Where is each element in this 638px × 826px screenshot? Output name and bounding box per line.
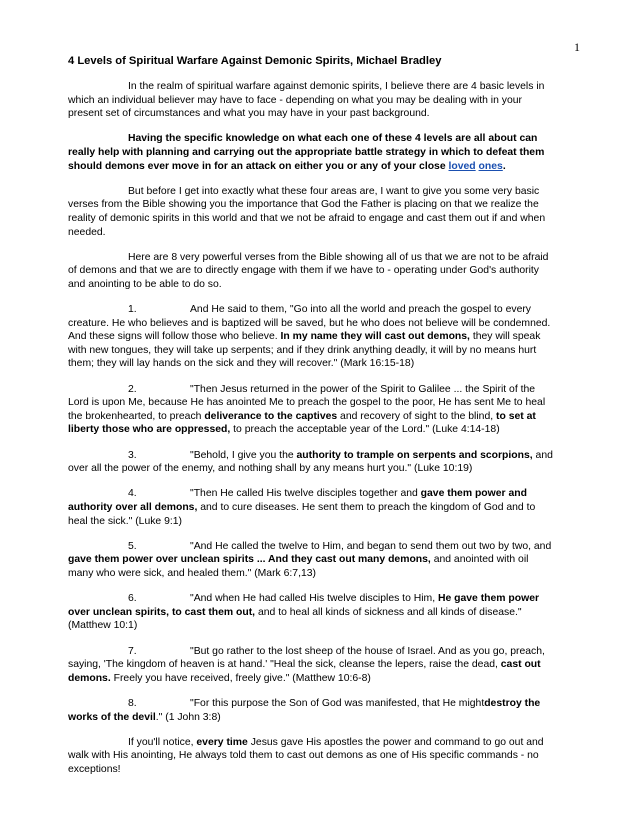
- intro-paragraph-3: But before I get into exactly what these four areas are, I want to give you some very basic verses from the Bible showing you the importance that God the Father is placing on that we realize the reality of demonic spirits in this world and that we not be afraid to engage and cast them out if and when needed.: [68, 185, 546, 238]
- intro-paragraph-1: In the realm of spiritual warfare against demonic spirits, I believe there are 4 basic levels in which an individual believer may have to face - depending on what you may be dealing with in your present set of circumstances and what you may have in your past background.: [68, 81, 545, 120]
- verse-item-7: 7. "But go rather to the lost sheep of the house of Israel. And as you go, preach, saying, 'The kingdom of heaven is at hand.' "Heal the sick, cleanse the lepers, raise the dead, cast out demons. Freely you have received, freely give." (Matthew 10:6-8): [68, 645, 545, 684]
- verse-item-8: 8. "For this purpose the Son of God was manifested, that He mightdestroy the works of the devil." (1 John 3:8): [68, 697, 541, 723]
- link-loved[interactable]: loved: [448, 160, 476, 172]
- page-number: 1: [574, 40, 580, 54]
- intro-paragraph-4: Here are 8 very powerful verses from the Bible showing all of us that we are not to be afraid of demons and that we are to directly engage with them if we have to - operating under God's authority and anointing to be able to do so.: [68, 251, 549, 290]
- intro-paragraph-2: Having the specific knowledge on what each one of these 4 levels are all about can really help with planning and carrying out the appropriate battle strategy in which to defeat them should demons ever move in for an attack on either you or any of your close loved ones.: [68, 133, 545, 172]
- verse-item-1: 1. And He said to them, "Go into all the world and preach the gospel to every creature. He who believes and is baptized will be saved, but he who does not believe will be condemned. And these signs will follow those who believe. In my name they will cast out demons, they will speak with new tongues, they will take up serpents; and if they drink anything deadly, it will by no means hurt them; they will lay hands on the sick and they will recover." (Mark 16:15-18): [68, 304, 551, 370]
- verse-item-6: 6. "And when He had called His twelve disciples to Him, He gave them power over unclean spirits, to cast them out, and to heal all kinds of sickness and all kinds of disease." (Matthew 10:1): [68, 593, 540, 632]
- document-title: 4 Levels of Spiritual Warfare Against Demonic Spirits, Michael Bradley: [68, 55, 442, 67]
- closing-paragraph: If you'll notice, every time Jesus gave His apostles the power and command to go out and walk with His anointing, He always told them to cast out demons as one of His specific commands - no exceptions!: [68, 736, 544, 775]
- verse-item-5: 5. "And He called the twelve to Him, and began to send them out two by two, and gave them power over unclean spirits ... And they cast out many demons, and anointed with oil many who were sick, and healed them." (Mark 6:7,13): [68, 540, 552, 579]
- link-ones[interactable]: ones: [478, 160, 503, 172]
- document-body: [68, 54, 556, 788]
- verse-item-2: 2. "Then Jesus returned in the power of the Spirit to Galilee ... the Spirit of the Lord is upon Me, because He has anointed Me to preach the gospel to the poor, He has sent Me to heal the brokenhearted, to preach deliverance to the captives and recovery of sight to the blind, to set at liberty those who are oppressed, to preach the acceptable year of the Lord." (Luke 4:14-18): [68, 383, 546, 436]
- verse-item-4: 4. "Then He called His twelve disciples together and gave them power and authority over all demons, and to cure diseases. He sent them to preach the kingdom of God and to heal the sick." (Luke 9:1): [68, 488, 536, 527]
- verse-item-3: 3. "Behold, I give you the authority to trample on serpents and scorpions, and over all the power of the enemy, and nothing shall by any means hurt you." (Luke 10:19): [68, 449, 553, 475]
